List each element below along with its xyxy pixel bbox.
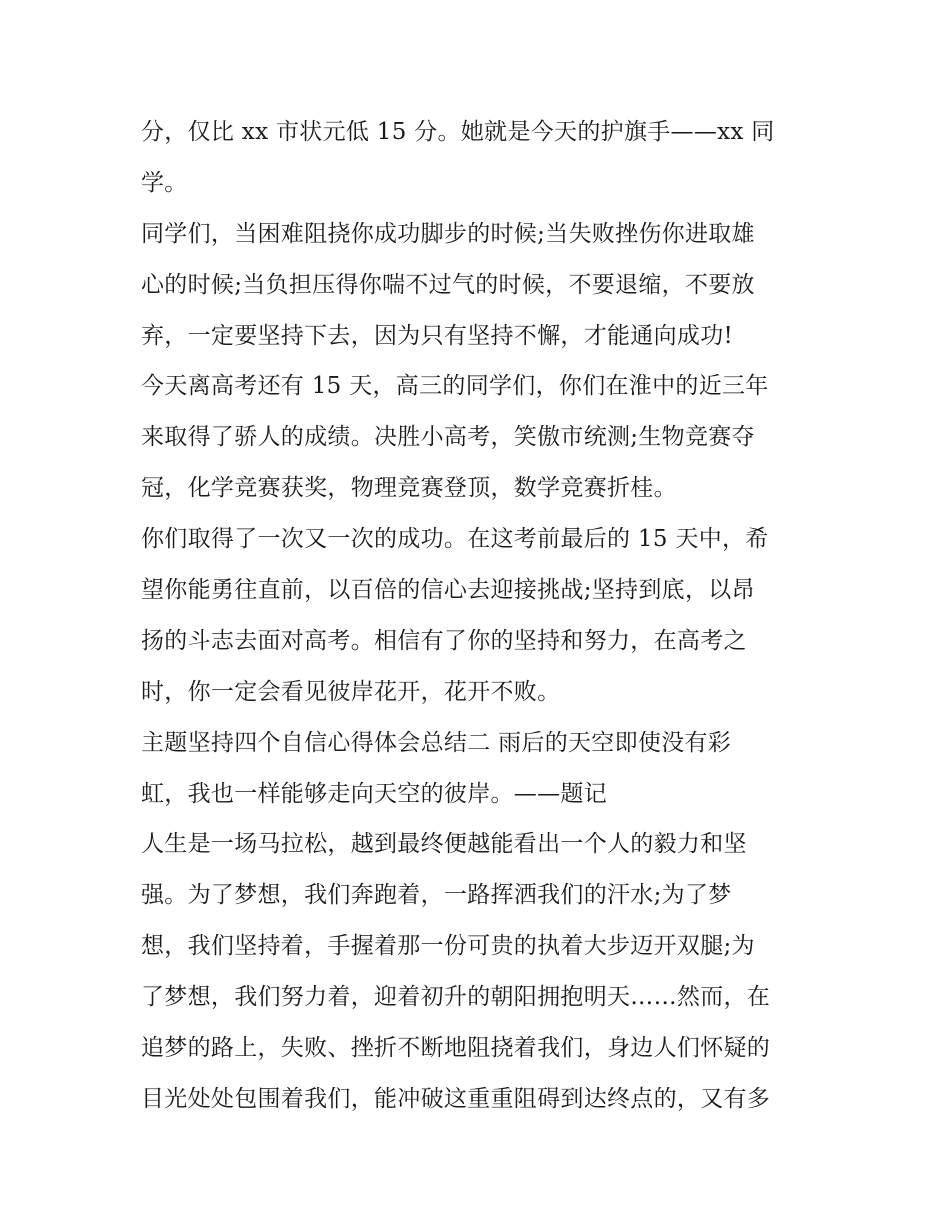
text-line: 强。为了梦想，我们奔跑着，一路挥洒我们的汗水;为了梦	[141, 882, 732, 909]
text-line: 分，仅比 xx 市状元低 15 分。她就是今天的护旗手——xx 同	[141, 119, 775, 145]
text-line: 想，我们坚持着，手握着那一份可贵的执着大步迈开双腿;为	[141, 933, 755, 960]
text-line: 主题坚持四个自信心得体会总结二 雨后的天空即使没有彩	[141, 729, 732, 756]
text-line: 扬的斗志去面对高考。相信有了你的坚持和努力，在高考之	[141, 627, 747, 654]
text-line: 时，你一定会看见彼岸花开，花开不败。	[141, 678, 561, 705]
text-line: 心的时候;当负担压得你喘不过气的时候，不要退缩，不要放	[141, 271, 755, 298]
text-line: 来取得了骄人的成绩。决胜小高考，笑傲市统测;生物竞赛夺	[141, 424, 755, 451]
text-line: 目光处处包围着我们，能冲破这重重阻碍到达终点的，又有多	[141, 1085, 771, 1112]
text-line: 学。	[141, 169, 188, 196]
body-text	[141, 107, 821, 1125]
text-line: 冠，化学竞赛获奖，物理竞赛登顶，数学竞赛折桂。	[141, 475, 677, 502]
text-line: 望你能勇往直前，以百倍的信心去迎接挑战;坚持到底，以昂	[141, 577, 755, 604]
text-line: 今天离高考还有 15 天，高三的同学们，你们在淮中的近三年	[141, 373, 769, 400]
text-line: 追梦的路上，失败、挫折不断地阻挠着我们，身边人们怀疑的	[141, 1035, 771, 1062]
text-line: 虹，我也一样能够走向天空的彼岸。——题记	[141, 780, 607, 807]
text-line: 同学们，当困难阻挠你成功脚步的时候;当失败挫伤你进取雄	[141, 220, 755, 247]
text-line: 了梦想，我们努力着，迎着初升的朝阳拥抱明天……然而，在	[141, 984, 771, 1011]
text-line: 人生是一场马拉松，越到最终便越能看出一个人的毅力和坚	[141, 831, 747, 858]
text-line: 你们取得了一次又一次的成功。在这考前最后的 15 天中，希	[141, 526, 769, 553]
text-line: 弃，一定要坚持下去，因为只有坚持不懈，才能通向成功!	[141, 322, 734, 349]
